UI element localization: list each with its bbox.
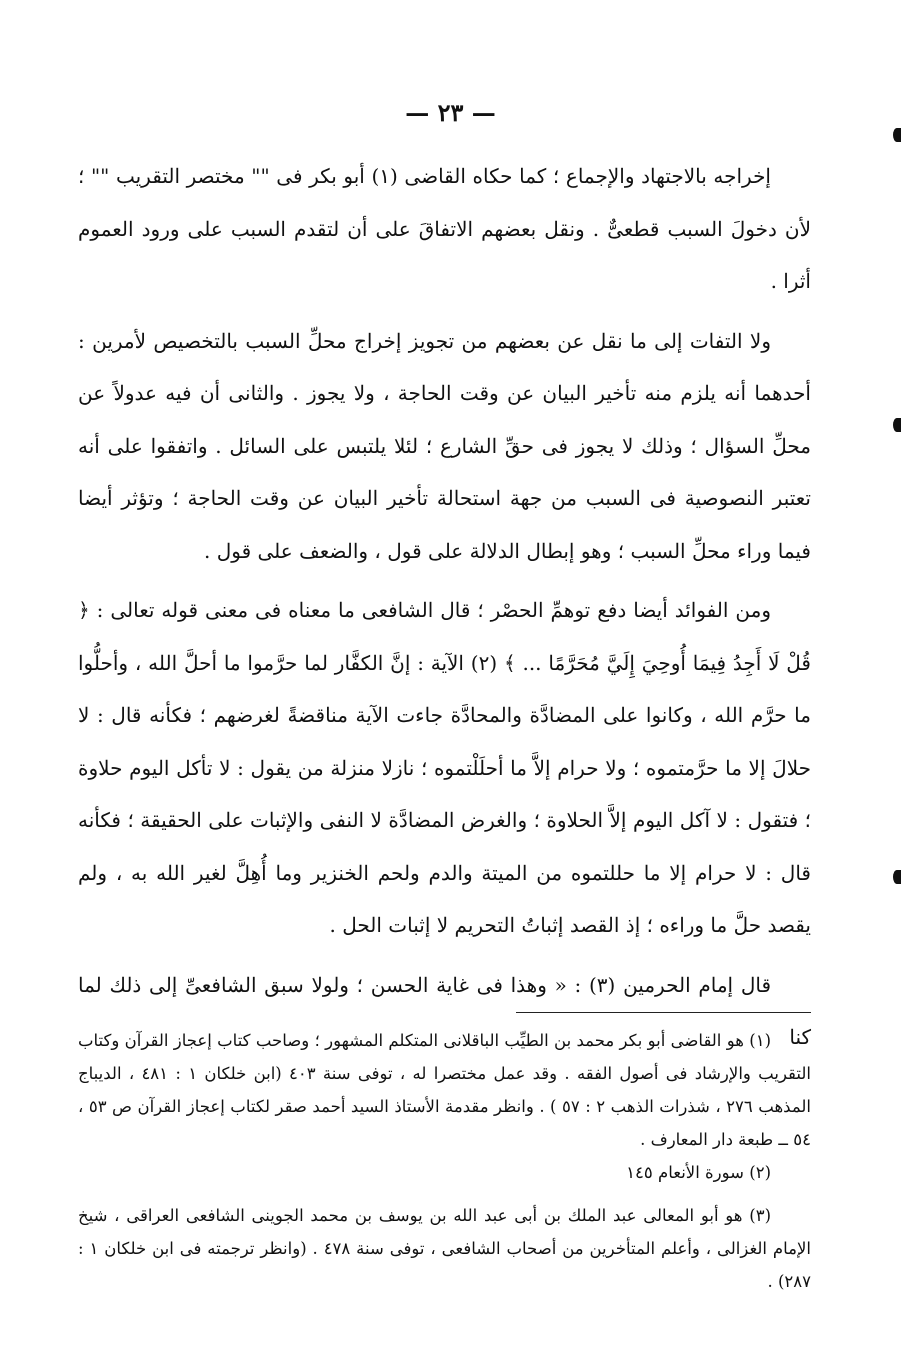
paragraph-2: ولا التفات إلى ما نقل عن بعضهم من تجويز إخراج محلِّ السبب بالتخصيص لأمرين : أحدهما أنه يلزم منه تأخير البيان عن وقت الحاجة ، ولا يجوز . والثانى أن فيه عدولاً عن محلِّ السؤال ؛ وذلك لا يجوز فى حقِّ الشارع ؛ لئلا يلتبس على السائل . واتفقوا على أنه تعتبر النصوصية فى السبب من جهة استحالة تأخير البيان عن وقت الحاجة ؛ وتؤثر أيضا فيما وراء محلِّ السبب ؛ وهو إبطال الدلالة على قول ، والضعف على قول . [78,328,811,563]
footnote-2: (٢) سورة الأنعام ١٤٥ [626,1163,771,1182]
footnote-3: (٣) هو أبو المعالى عبد الملك بن أبى عبد الله بن يوسف بن محمد الجوينى الشافعى العراقى ، شيخ الإمام الغزالى ، وأعلم المتأخرين من أصحاب الشافعى ، توفى سنة ٤٧٨ . (وانظر ترجمته فى ابن خلكان ١ : ٢٨٧) . [78,1206,811,1291]
main-text [78,150,811,1064]
page-number: — ٢٣ — [405,98,496,127]
paragraph-3: ومن الفوائد أيضا دفع توهمِّ الحصْر ؛ قال الشافعى ما معناه فى معنى قوله تعالى : ﴿ قُلْ لَا أَجِدُ فِيمَا أُوحِيَ إِلَيَّ مُحَرَّمًا ... ﴾ (٢) الآية : إنَّ الكفَّار لما حرَّموا ما أحلَّ الله ، وأحلُّوا ما حرَّم الله ، وكانوا على المضادَّة والمحادَّة جاءت الآية مناقضةً لغرضهم ؛ فكأنه قال : لا حلالَ إلا ما حرَّمتموه ؛ ولا حرام إلاَّ ما أحلَلْتموه ؛ نازلا منزلة من يقول : لا تأكل اليوم حلاوة ؛ فتقول : لا آكل اليوم إلاَّ الحلاوة ؛ والغرض المضادَّة لا النفى والإثبات على الحقيقة ؛ فكأنه قال : لا حرام إلا ما حللتموه من الميتة والدم ولحم الخنزير وما أُهِلَّ لغير الله به ، ولم يقصد حلَّ ما وراءه ؛ إذ القصد إثباتُ التحريم لا إثبات الحل . [78,598,811,937]
paragraph-1: إخراجه بالاجتهاد والإجماع ؛ كما حكاه القاضى (١) أبو بكر فى "" مختصر التقريب "" ؛ لأن دخولَ السبب قطعىٌّ . ونقل بعضهم الاتفاقَ على أن لتقدم السبب على ورود العموم أثرا . [78,164,811,293]
binding-hole-mark-bottom [893,870,901,884]
footnote-separator [516,1012,811,1013]
paragraph-4: قال إمام الحرمين (٣) : « وهذا فى غاية الحسن ؛ ولولا سبق الشافعىِّ إلى ذلك لما كنا [78,972,811,1049]
footnote-1: (١) هو القاضى أبو بكر محمد بن الطيِّب الباقلانى المتكلم المشهور ؛ وصاحب كتاب إعجاز القرآن وكتاب التقريب والإرشاد فى أصول الفقه . وقد عمل مختصرا له ، توفى سنة ٤٠٣ (ابن خلكان ١ : ٤٨١ ، الديباج المذهب ٢٧٦ ، شذرات الذهب ٢ : ٥٧ ) . وانظر مقدمة الأستاذ السيد أحمد صقر لكتاب إعجاز القرآن ص ٥٣ ، ٥٤ ــ طبعة دار المعارف . [78,1031,811,1149]
binding-hole-mark-middle [893,418,901,432]
footnotes [78,1024,811,1298]
binding-hole-mark-top [893,128,901,142]
